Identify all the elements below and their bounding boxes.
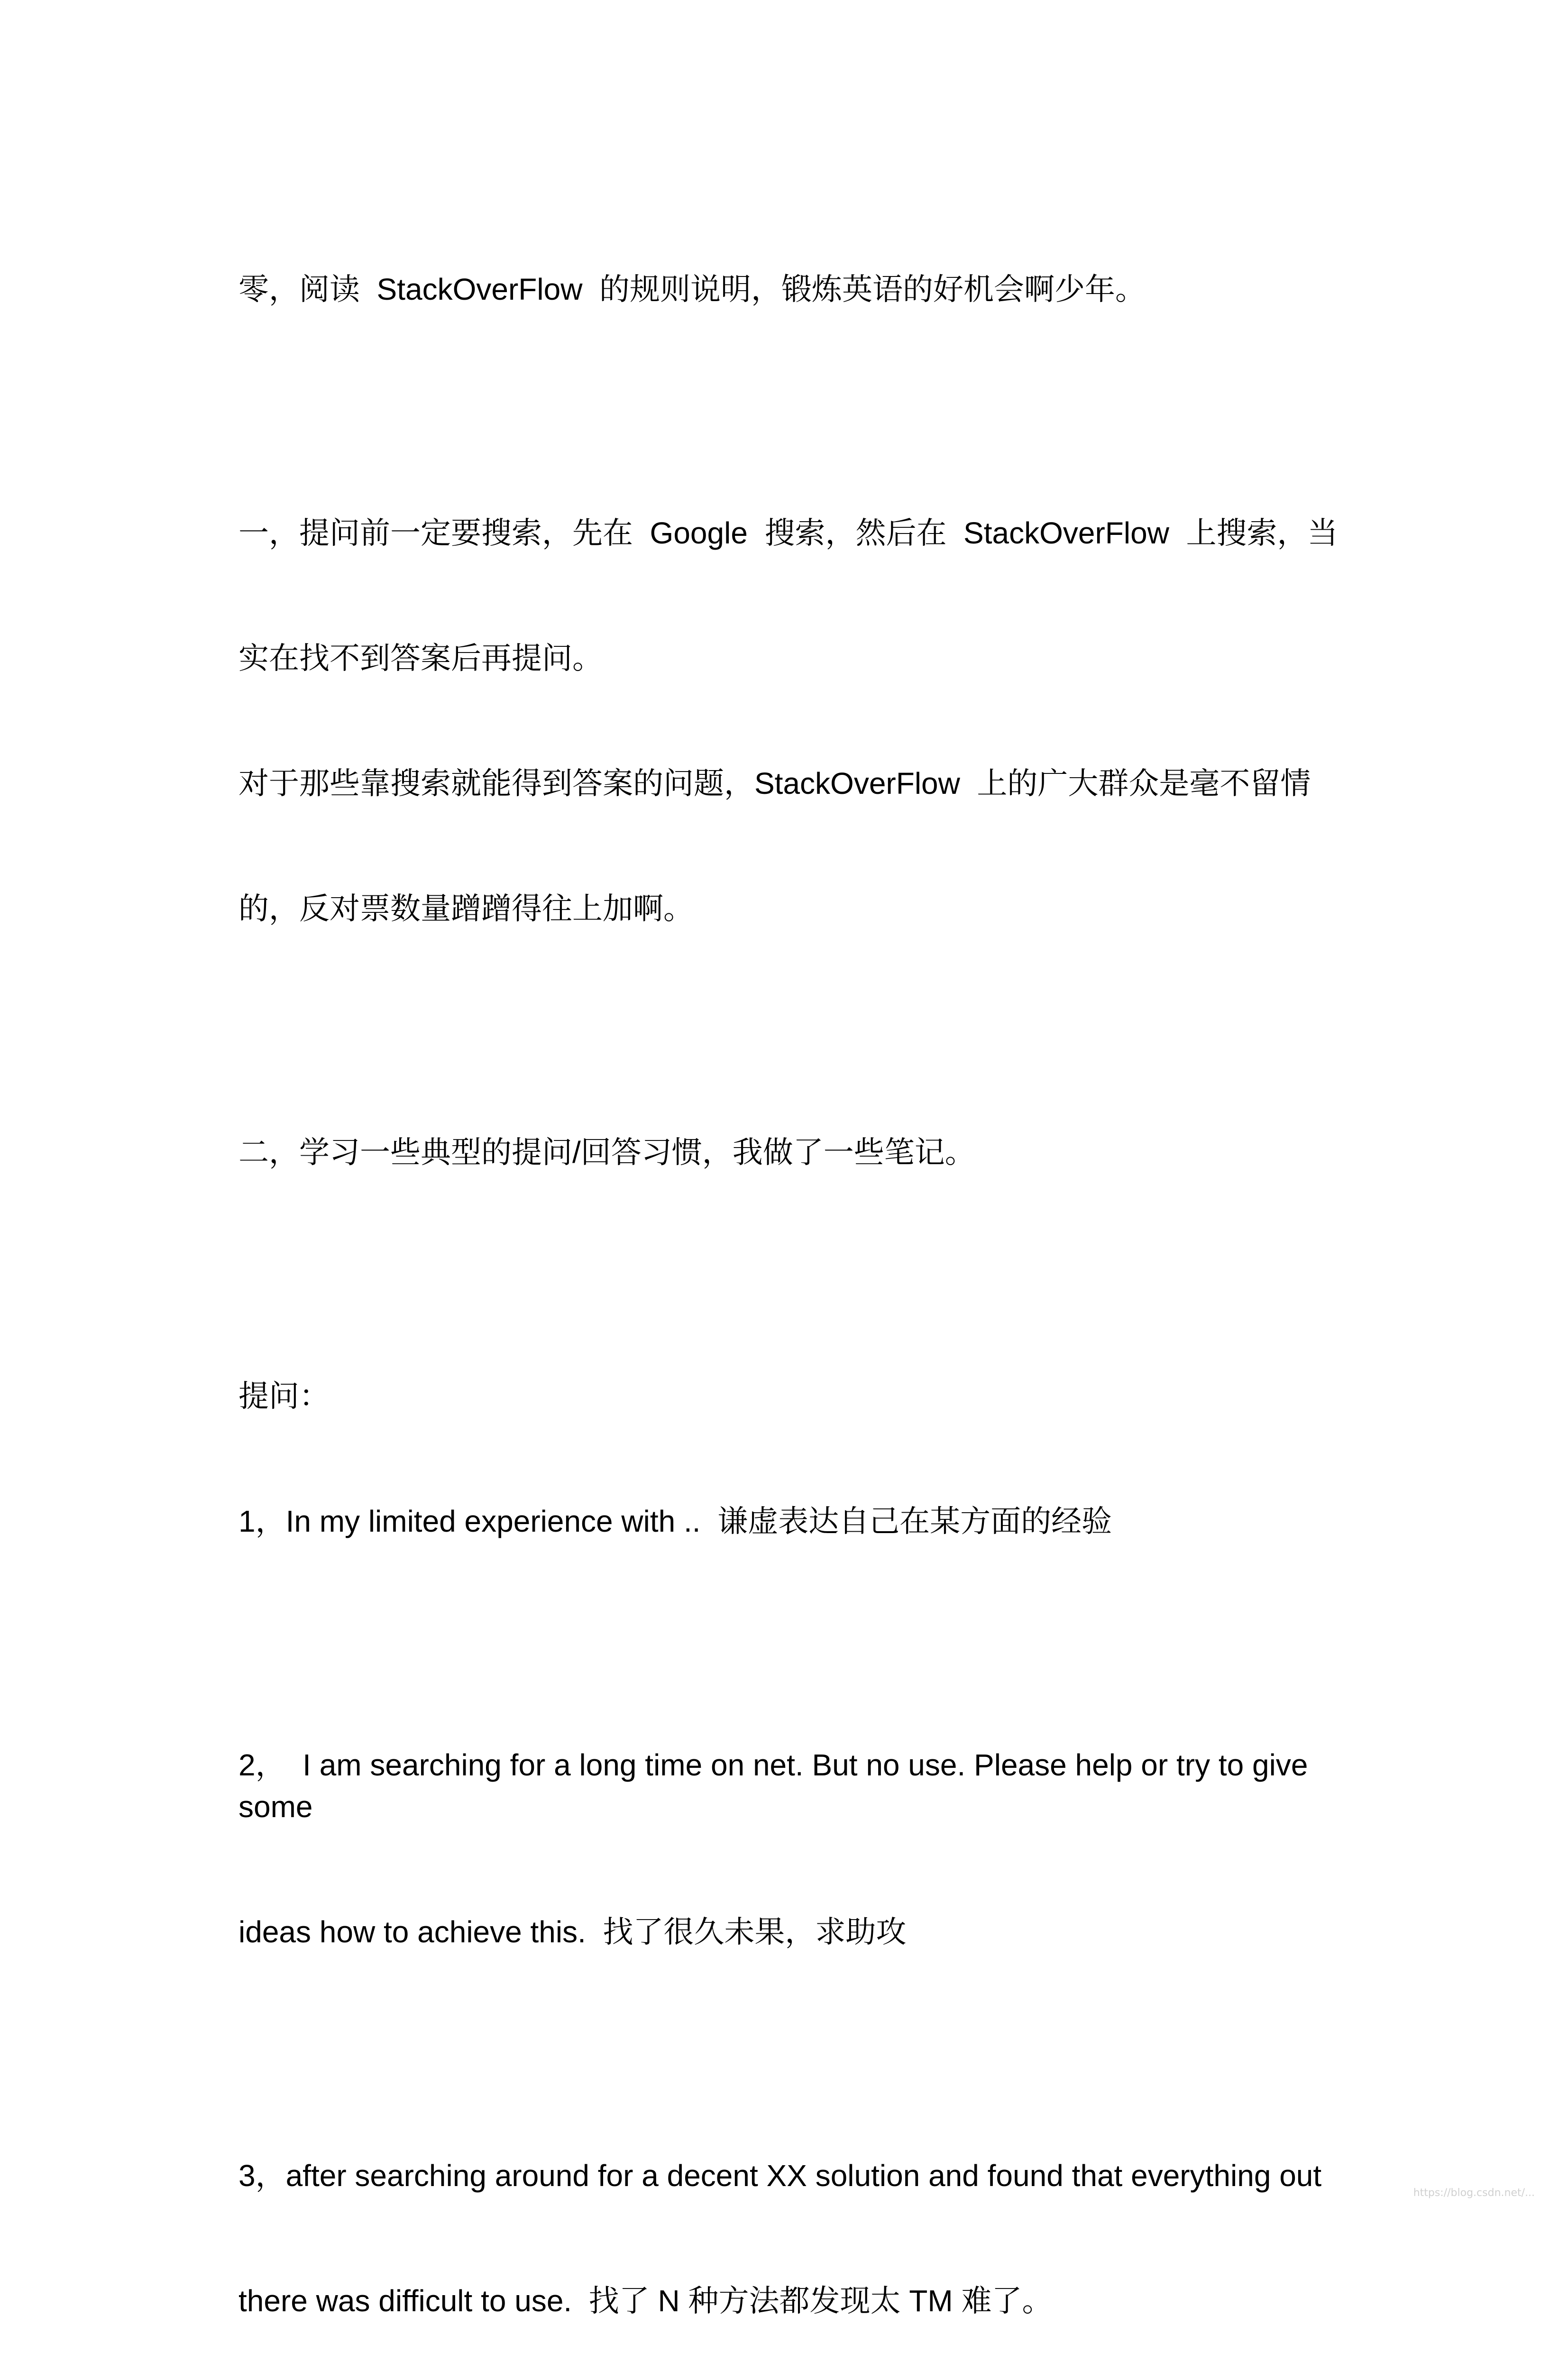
rule2-paragraph bbox=[238, 1048, 1343, 1257]
rule1-line-3: 对于那些靠搜索就能得到答案的问题，StackOverFlow 上的广大群众是毫不留情 bbox=[238, 766, 1311, 800]
asking-section bbox=[238, 1292, 1343, 1626]
asking-item-2-line-1: 2， I am searching for a long time on net. But no use. Please help or try to give some bbox=[238, 1748, 1317, 1824]
asking-item-1: 1，In my limited experience with .. 谦虚表达自己在某方面的经验 bbox=[238, 1504, 1112, 1538]
watermark-text: https://blog.csdn.net/... bbox=[1413, 2187, 1535, 2199]
rule1-line-1: 一，提问前一定要搜索，先在 Google 搜索，然后在 StackOverFlow 上搜索，当 bbox=[238, 516, 1338, 550]
asking-item-2 bbox=[238, 1661, 1343, 2036]
rule1-line-4: 的，反对票数量蹭蹭得往上加啊。 bbox=[238, 891, 694, 926]
asking-item-3 bbox=[238, 2071, 1343, 2371]
asking-item-3-line-1: 3，after searching around for a decent XX solution and found that everything out bbox=[238, 2159, 1322, 2193]
document-body bbox=[238, 185, 1343, 2371]
intro-paragraph bbox=[238, 185, 1343, 394]
asking-heading: 提问： bbox=[238, 1379, 330, 1413]
asking-item-3-line-2: there was difficult to use. 找了 N 种方法都发现太 TM 难了。 bbox=[238, 2284, 1053, 2318]
rule1-paragraph bbox=[238, 429, 1343, 1013]
rule2-line: 二，学习一些典型的提问/回答习惯，我做了一些笔记。 bbox=[238, 1135, 975, 1169]
rule1-line-2: 实在找不到答案后再提问。 bbox=[238, 641, 603, 675]
intro-line: 零，阅读 StackOverFlow 的规则说明，锻炼英语的好机会啊少年。 bbox=[238, 272, 1146, 306]
asking-item-2-line-2: ideas how to achieve this. 找了很久未果，求助攻 bbox=[238, 1915, 907, 1949]
